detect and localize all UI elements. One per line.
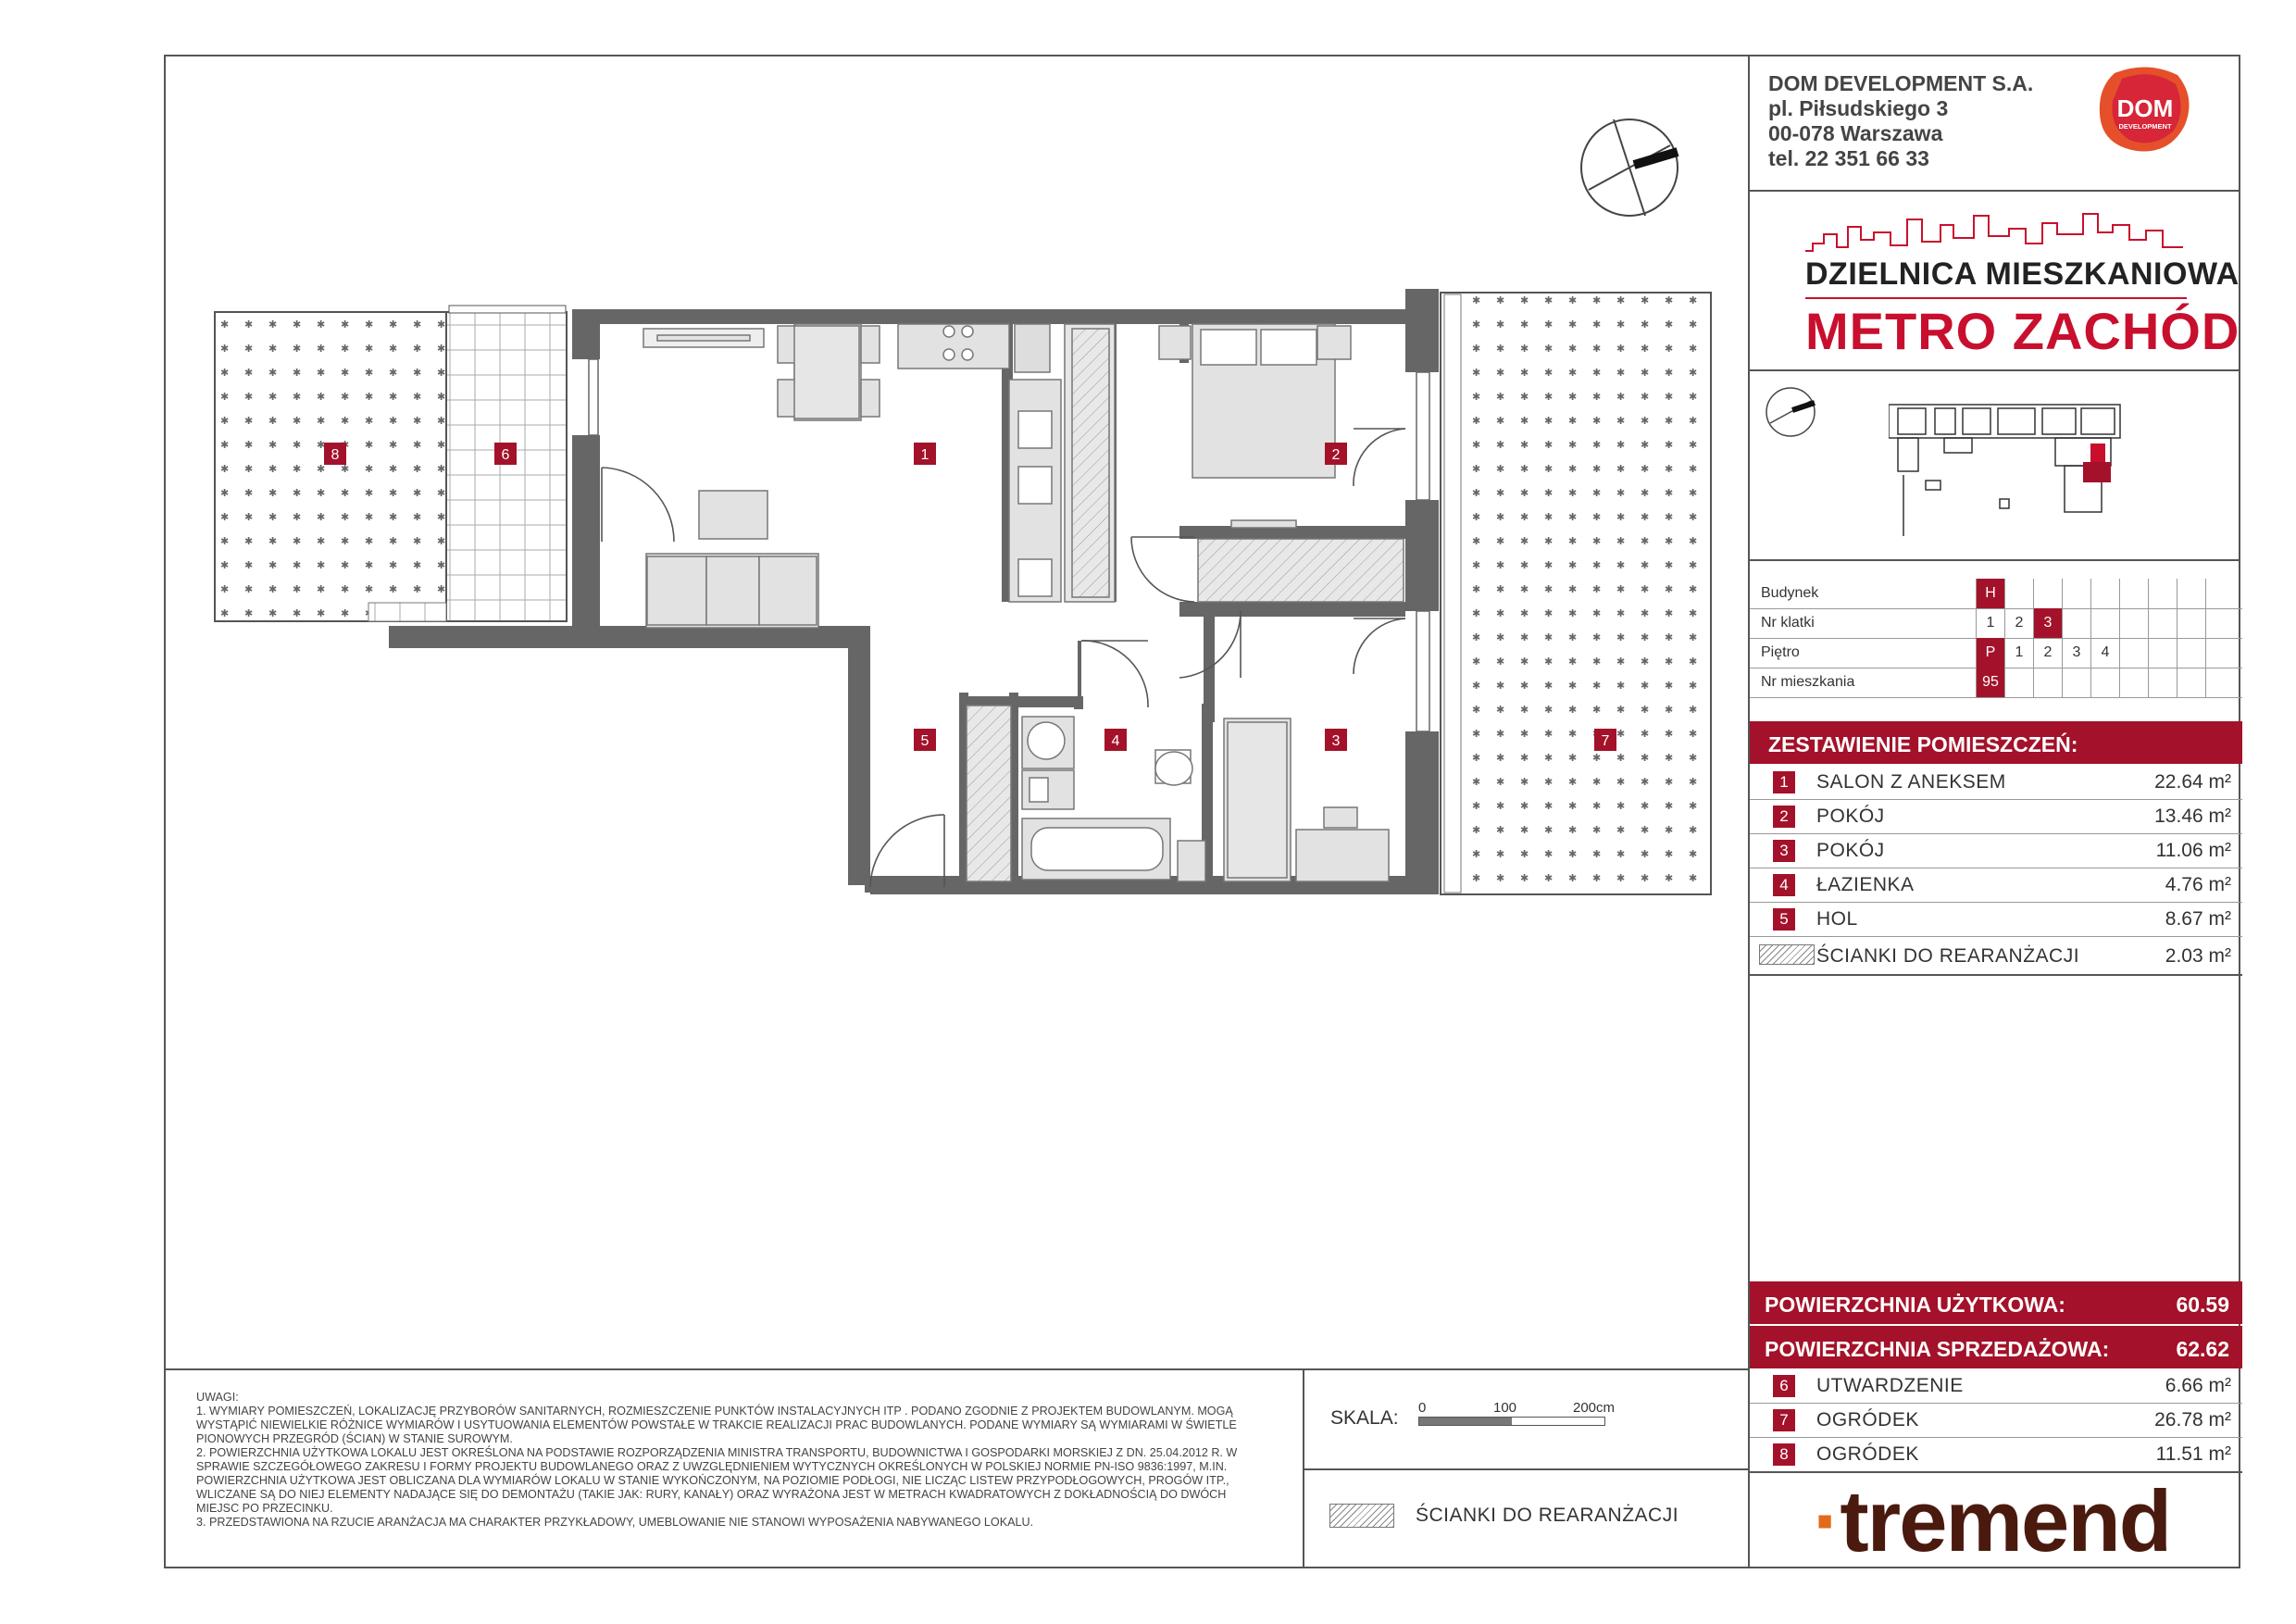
floor-label: Piętro [1761,644,1800,660]
hatch-swatch [1759,944,1815,965]
floor-p: P [1976,638,2004,668]
plan-label-2: 2 [1331,447,1341,463]
usable-area-value: 60.59 [2176,1293,2229,1317]
room-row: 2 POKÓJ 13.46 m² [1750,800,2242,834]
building-value: H [1976,579,2004,608]
notes: UWAGI: 1. WYMIARY POMIESZCZEŃ, LOKALIZACJĘ PRZYBORÓW SANITARNYCH, ROZMIESZCZENIE PUNKTÓW INSTALACYJNYCH ITP . PODANO ZGODNIE Z PROJEKTEM BUDOWLANYM. MOGĄ WYSTĄPIĆ NIEWIELKIE RÓŻNICE WYMIARÓW I USYTUOWANIA ELEMENTÓW POWSTAŁE W TRAKCIE REALIZACJI PRAC BUDOWLANYCH. PODANE WYMIARY SĄ WYMIARAMI W ŚWIETLE PIONOWYCH PRZEGRÓD (ŚCIAN) W STANIE SUROWYM. 2. POWIERZCHNIA UŻYTKOWA LOKALU JEST OKREŚLONA NA PODSTAWIE ROZPORZĄDZENIA MINISTRA TRANSPORTU, BUDOWNICTWA I GOSPODARKI MORSKIEJ Z DN. 25.04.2012 R. W SPRAWIE SZCZEGÓŁOWEGO ZAKRESU I FORMY PROJEKTU BUDOWLANEGO ORAZ Z UWZGLĘDNIENIEM WYTYCZNYCH OKREŚLONYCH W POLSKIEJ NORMIE PN-ISO 9836:1997, M.IN. POWIERZCHNIA UŻYTKOWA JEST OBLICZANA DLA WYMIARÓW LOKALU W STANIE WYKOŃCZONYM, NA POZIOMIE PODŁOGI, NIE LICZĄC LISTEW PRZYPODŁOGOWYCH, PROGÓW ITP., WLICZANE SĄ DO NIEJ ELEMENTY NADAJĄCE SIĘ DO DEMONTAŻU (TAKIE JAK: RURY, KANAŁY) ORAZ WYRAŻONA JEST W METRACH KWADRATOWYCH Z DOKŁADNOŚCIĄ DO DWÓCH MIEJSC PO PRZECINKU. 3. PRZEDSTAWIONA NA RZUCIE ARANŻACJA MA CHARAKTER PRZYKŁADOWY, UMEBLOWANIE NIE STANOWI WYPOSAŻENIA NABYWANEGO LOKALU. [196,1391,1284,1530]
floor-2: 2 [2033,638,2062,668]
plan-label-1: 1 [920,447,930,463]
svg-text:DOM: DOM [2116,94,2174,122]
room-row: 4 ŁAZIENKA 4.76 m² [1750,868,2242,903]
hatch-swatch-bottom [1329,1504,1394,1528]
room-row: 5 HOL 8.67 m² [1750,903,2242,937]
plan-label-4: 4 [1111,733,1120,749]
tremend-logo: ·tremend [1813,1472,2171,1569]
notes-title: UWAGI: [196,1391,239,1404]
svg-text:DEVELOPMENT: DEVELOPMENT [2118,122,2172,131]
legend-label-bottom: ŚCIANKI DO REARANŻACJI [1416,1505,1679,1526]
terrace-6 [446,312,567,621]
garden-8 [215,312,446,621]
usable-area-bar [1750,1281,2242,1324]
rearrangement-row: ŚCIANKI DO REARANŻACJI 2.03 m² [1750,937,2242,976]
plan-label-5: 5 [920,733,930,749]
scale-legend: SKALA: 0 100 200cm ŚCIANKI DO REARANŻACJI [1303,1368,1748,1568]
sale-area-bar [1750,1326,2242,1368]
staircase-3: 3 [2033,608,2062,638]
staircase-1: 1 [1976,608,2004,638]
extra-row: 8 OGRÓDEK 11.51 m² [1750,1438,2242,1473]
usable-area-label: POWIERZCHNIA UŻYTKOWA: [1765,1293,2065,1317]
staircase-label: Nr klatki [1761,615,1815,631]
info-panel [1748,55,2240,1568]
dom-development-logo [2096,66,2194,155]
rooms-header: ZESTAWIENIE POMIESZCZEŃ: [1750,721,2242,764]
apartment-label: Nr mieszkania [1761,674,1855,690]
plan-label-3: 3 [1331,733,1341,749]
plan-label-7: 7 [1601,733,1610,749]
compass-icon [1581,119,1678,216]
apartment-value: 95 [1976,668,2004,697]
staircase-2: 2 [2004,608,2033,638]
company-name: DOM DEVELOPMENT S.A. [1768,71,2034,95]
sale-area-value: 62.62 [2176,1337,2229,1361]
floor-3: 3 [2062,638,2090,668]
mini-compass-icon [1763,384,1818,440]
building-label: Budynek [1761,585,1819,601]
site-plan-map [1889,397,2166,536]
company-city: 00-078 Warszawa [1768,121,1943,145]
floor-4: 4 [2090,638,2119,668]
company-street: pl. Piłsudskiego 3 [1768,96,1949,120]
room-row: 3 POKÓJ 11.06 m² [1750,834,2242,868]
sale-area-label: POWIERZCHNIA SPRZEDAŻOWA: [1765,1337,2110,1361]
garden-7 [1441,293,1711,894]
company-address [1768,71,2033,171]
floor-1: 1 [2004,638,2033,668]
extra-row: 7 OGRÓDEK 26.78 m² [1750,1404,2242,1438]
scale-label: SKALA: [1330,1407,1399,1429]
project-title: DZIELNICA MIESZKANIOWA [1805,256,2240,292]
skyline-icon [1805,206,2185,253]
room-row: 1 SALON Z ANEKSEM 22.64 m² [1750,766,2242,800]
scale-bar [1418,1417,1605,1426]
plan-label-6: 6 [501,447,510,463]
company-phone: tel. 22 351 66 33 [1768,146,1929,170]
plan-label-8: 8 [331,447,340,463]
extra-row: 6 UTWARDZENIE 6.66 m² [1750,1369,2242,1404]
project-subtitle: METRO ZACHÓD [1805,302,2240,360]
